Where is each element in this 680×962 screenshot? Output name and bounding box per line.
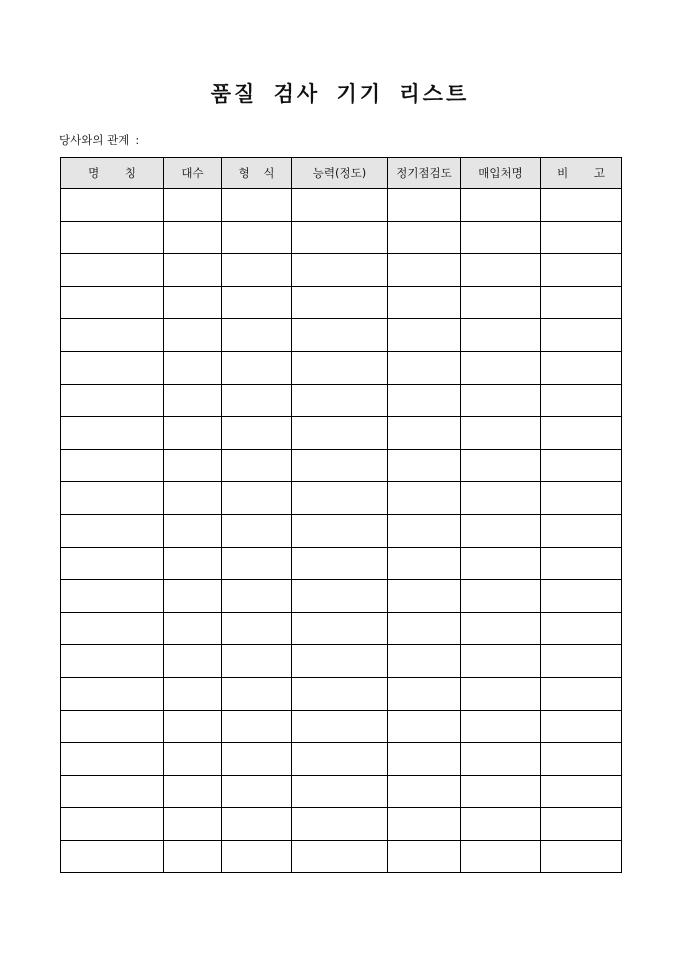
table-cell[interactable] bbox=[461, 645, 541, 678]
table-cell[interactable] bbox=[388, 580, 461, 613]
relation-separator: : bbox=[135, 133, 140, 147]
table-cell[interactable] bbox=[461, 677, 541, 710]
table-cell[interactable] bbox=[388, 743, 461, 776]
header-remarks: 비 고 bbox=[541, 158, 622, 189]
table-cell[interactable] bbox=[541, 645, 622, 678]
table-cell[interactable] bbox=[61, 775, 164, 808]
table-row bbox=[61, 612, 622, 645]
table-cell[interactable] bbox=[388, 417, 461, 450]
table-cell[interactable] bbox=[292, 645, 388, 678]
table-cell[interactable] bbox=[164, 612, 222, 645]
table-cell[interactable] bbox=[541, 514, 622, 547]
table-cell[interactable] bbox=[292, 384, 388, 417]
table-cell[interactable] bbox=[222, 319, 292, 352]
table-cell[interactable] bbox=[292, 482, 388, 515]
table-cell[interactable] bbox=[388, 808, 461, 841]
header-model: 형 식 bbox=[222, 158, 292, 189]
table-cell[interactable] bbox=[541, 221, 622, 254]
table-cell[interactable] bbox=[61, 612, 164, 645]
table-cell[interactable] bbox=[222, 645, 292, 678]
table-cell[interactable] bbox=[541, 710, 622, 743]
table-cell[interactable] bbox=[61, 547, 164, 580]
table-cell[interactable] bbox=[292, 775, 388, 808]
table-cell[interactable] bbox=[222, 840, 292, 873]
table-cell[interactable] bbox=[292, 254, 388, 287]
table-cell[interactable] bbox=[461, 743, 541, 776]
table-cell[interactable] bbox=[164, 580, 222, 613]
table-cell[interactable] bbox=[541, 775, 622, 808]
table-cell[interactable] bbox=[541, 189, 622, 222]
table-cell[interactable] bbox=[222, 514, 292, 547]
table-cell[interactable] bbox=[541, 417, 622, 450]
header-quantity: 대수 bbox=[164, 158, 222, 189]
table-cell[interactable] bbox=[541, 449, 622, 482]
table-cell[interactable] bbox=[292, 743, 388, 776]
table-cell[interactable] bbox=[222, 351, 292, 384]
table-cell[interactable] bbox=[388, 319, 461, 352]
header-name: 명 칭 bbox=[61, 158, 164, 189]
equipment-table bbox=[60, 157, 622, 873]
table-cell[interactable] bbox=[388, 254, 461, 287]
table-row bbox=[61, 547, 622, 580]
table-cell[interactable] bbox=[388, 677, 461, 710]
table-cell[interactable] bbox=[541, 482, 622, 515]
table-cell[interactable] bbox=[461, 710, 541, 743]
table-cell[interactable] bbox=[541, 254, 622, 287]
table-cell[interactable] bbox=[541, 319, 622, 352]
table-row bbox=[61, 286, 622, 319]
relation-line bbox=[59, 132, 139, 148]
table-cell[interactable] bbox=[541, 808, 622, 841]
table-cell[interactable] bbox=[61, 449, 164, 482]
table-cell[interactable] bbox=[222, 482, 292, 515]
table-cell[interactable] bbox=[541, 840, 622, 873]
table-cell[interactable] bbox=[461, 351, 541, 384]
table-cell[interactable] bbox=[388, 286, 461, 319]
table-cell[interactable] bbox=[61, 417, 164, 450]
table-cell[interactable] bbox=[61, 286, 164, 319]
table-cell[interactable] bbox=[61, 482, 164, 515]
table-cell[interactable] bbox=[61, 840, 164, 873]
table-cell[interactable] bbox=[164, 743, 222, 776]
table-cell[interactable] bbox=[61, 351, 164, 384]
table-cell[interactable] bbox=[461, 482, 541, 515]
table-cell[interactable] bbox=[222, 677, 292, 710]
table-row bbox=[61, 482, 622, 515]
table-cell[interactable] bbox=[388, 840, 461, 873]
table-cell[interactable] bbox=[541, 286, 622, 319]
table-cell[interactable] bbox=[461, 384, 541, 417]
table-cell[interactable] bbox=[61, 677, 164, 710]
table-cell[interactable] bbox=[164, 514, 222, 547]
table-header-row bbox=[61, 158, 622, 189]
table-cell[interactable] bbox=[222, 775, 292, 808]
table-cell[interactable] bbox=[164, 775, 222, 808]
table-cell[interactable] bbox=[461, 254, 541, 287]
table-row bbox=[61, 319, 622, 352]
table-cell[interactable] bbox=[164, 677, 222, 710]
table-row bbox=[61, 221, 622, 254]
table-cell[interactable] bbox=[164, 221, 222, 254]
table-cell[interactable] bbox=[164, 417, 222, 450]
table-cell[interactable] bbox=[164, 286, 222, 319]
table-cell[interactable] bbox=[222, 743, 292, 776]
header-inspection: 정기점검도 bbox=[388, 158, 461, 189]
table-cell[interactable] bbox=[292, 840, 388, 873]
table-cell[interactable] bbox=[461, 189, 541, 222]
table-row bbox=[61, 808, 622, 841]
table-cell[interactable] bbox=[461, 580, 541, 613]
table-row bbox=[61, 775, 622, 808]
table-cell[interactable] bbox=[222, 254, 292, 287]
table-cell[interactable] bbox=[292, 351, 388, 384]
table-cell[interactable] bbox=[461, 547, 541, 580]
table-cell[interactable] bbox=[164, 710, 222, 743]
table-cell[interactable] bbox=[164, 351, 222, 384]
table-row bbox=[61, 384, 622, 417]
table-cell[interactable] bbox=[222, 384, 292, 417]
table-cell[interactable] bbox=[222, 221, 292, 254]
table-cell[interactable] bbox=[388, 710, 461, 743]
table-row bbox=[61, 417, 622, 450]
table-cell[interactable] bbox=[292, 417, 388, 450]
table-cell[interactable] bbox=[292, 514, 388, 547]
header-supplier: 매입처명 bbox=[461, 158, 541, 189]
table-cell[interactable] bbox=[292, 612, 388, 645]
table-cell[interactable] bbox=[222, 612, 292, 645]
table-cell[interactable] bbox=[164, 547, 222, 580]
table-cell[interactable] bbox=[164, 840, 222, 873]
table-cell[interactable] bbox=[222, 286, 292, 319]
table-cell[interactable] bbox=[461, 840, 541, 873]
table-cell[interactable] bbox=[292, 808, 388, 841]
table-cell[interactable] bbox=[461, 808, 541, 841]
table-cell[interactable] bbox=[461, 775, 541, 808]
table-row bbox=[61, 645, 622, 678]
table-cell[interactable] bbox=[541, 547, 622, 580]
table-cell[interactable] bbox=[61, 580, 164, 613]
table-cell[interactable] bbox=[222, 580, 292, 613]
table-cell[interactable] bbox=[388, 612, 461, 645]
document-title: 품질 검사 기기 리스트 bbox=[210, 81, 470, 106]
table-cell[interactable] bbox=[164, 189, 222, 222]
header-capacity: 능력(정도) bbox=[292, 158, 388, 189]
table-cell[interactable] bbox=[461, 286, 541, 319]
table-cell[interactable] bbox=[222, 710, 292, 743]
table-cell[interactable] bbox=[61, 221, 164, 254]
table-cell[interactable] bbox=[541, 351, 622, 384]
table-cell[interactable] bbox=[222, 449, 292, 482]
table-cell[interactable] bbox=[61, 808, 164, 841]
table-cell[interactable] bbox=[61, 189, 164, 222]
table-cell[interactable] bbox=[388, 775, 461, 808]
table-cell[interactable] bbox=[292, 449, 388, 482]
table-cell[interactable] bbox=[292, 189, 388, 222]
table-cell[interactable] bbox=[461, 319, 541, 352]
table-row bbox=[61, 840, 622, 873]
table-cell[interactable] bbox=[164, 254, 222, 287]
table-cell[interactable] bbox=[164, 319, 222, 352]
table-cell[interactable] bbox=[61, 743, 164, 776]
table-cell[interactable] bbox=[164, 645, 222, 678]
table-cell[interactable] bbox=[164, 482, 222, 515]
table-cell[interactable] bbox=[222, 808, 292, 841]
table-row bbox=[61, 449, 622, 482]
table-cell[interactable] bbox=[61, 645, 164, 678]
table-cell[interactable] bbox=[222, 547, 292, 580]
table-cell[interactable] bbox=[541, 743, 622, 776]
table-cell[interactable] bbox=[164, 808, 222, 841]
table-cell[interactable] bbox=[388, 547, 461, 580]
table-cell[interactable] bbox=[292, 710, 388, 743]
table-cell[interactable] bbox=[61, 384, 164, 417]
table-cell[interactable] bbox=[292, 221, 388, 254]
table-cell[interactable] bbox=[388, 449, 461, 482]
table-cell[interactable] bbox=[541, 384, 622, 417]
table-cell[interactable] bbox=[164, 449, 222, 482]
table-cell[interactable] bbox=[388, 482, 461, 515]
table-cell[interactable] bbox=[292, 677, 388, 710]
table-cell[interactable] bbox=[292, 580, 388, 613]
table-cell[interactable] bbox=[541, 612, 622, 645]
table-row bbox=[61, 743, 622, 776]
table-cell[interactable] bbox=[388, 221, 461, 254]
table-body bbox=[61, 189, 622, 873]
table-cell[interactable] bbox=[388, 645, 461, 678]
table-cell[interactable] bbox=[292, 547, 388, 580]
table-cell[interactable] bbox=[388, 189, 461, 222]
table-cell[interactable] bbox=[61, 319, 164, 352]
table-cell[interactable] bbox=[461, 449, 541, 482]
table-cell[interactable] bbox=[388, 514, 461, 547]
table-cell[interactable] bbox=[292, 286, 388, 319]
table-cell[interactable] bbox=[461, 514, 541, 547]
table-cell[interactable] bbox=[61, 254, 164, 287]
table-cell[interactable] bbox=[61, 514, 164, 547]
table-row bbox=[61, 514, 622, 547]
table-row bbox=[61, 189, 622, 222]
table-cell[interactable] bbox=[461, 612, 541, 645]
table-cell[interactable] bbox=[292, 319, 388, 352]
table-cell[interactable] bbox=[461, 221, 541, 254]
table-cell[interactable] bbox=[541, 580, 622, 613]
table-row bbox=[61, 351, 622, 384]
table-row bbox=[61, 254, 622, 287]
table-cell[interactable] bbox=[388, 351, 461, 384]
table-cell[interactable] bbox=[461, 417, 541, 450]
table-row bbox=[61, 580, 622, 613]
table-cell[interactable] bbox=[222, 417, 292, 450]
table-cell[interactable] bbox=[61, 710, 164, 743]
table-cell[interactable] bbox=[388, 384, 461, 417]
relation-label: 당사와의 관계 bbox=[59, 133, 130, 147]
table-cell[interactable] bbox=[222, 189, 292, 222]
table-row bbox=[61, 677, 622, 710]
table-cell[interactable] bbox=[164, 384, 222, 417]
table-cell[interactable] bbox=[541, 677, 622, 710]
table-row bbox=[61, 710, 622, 743]
